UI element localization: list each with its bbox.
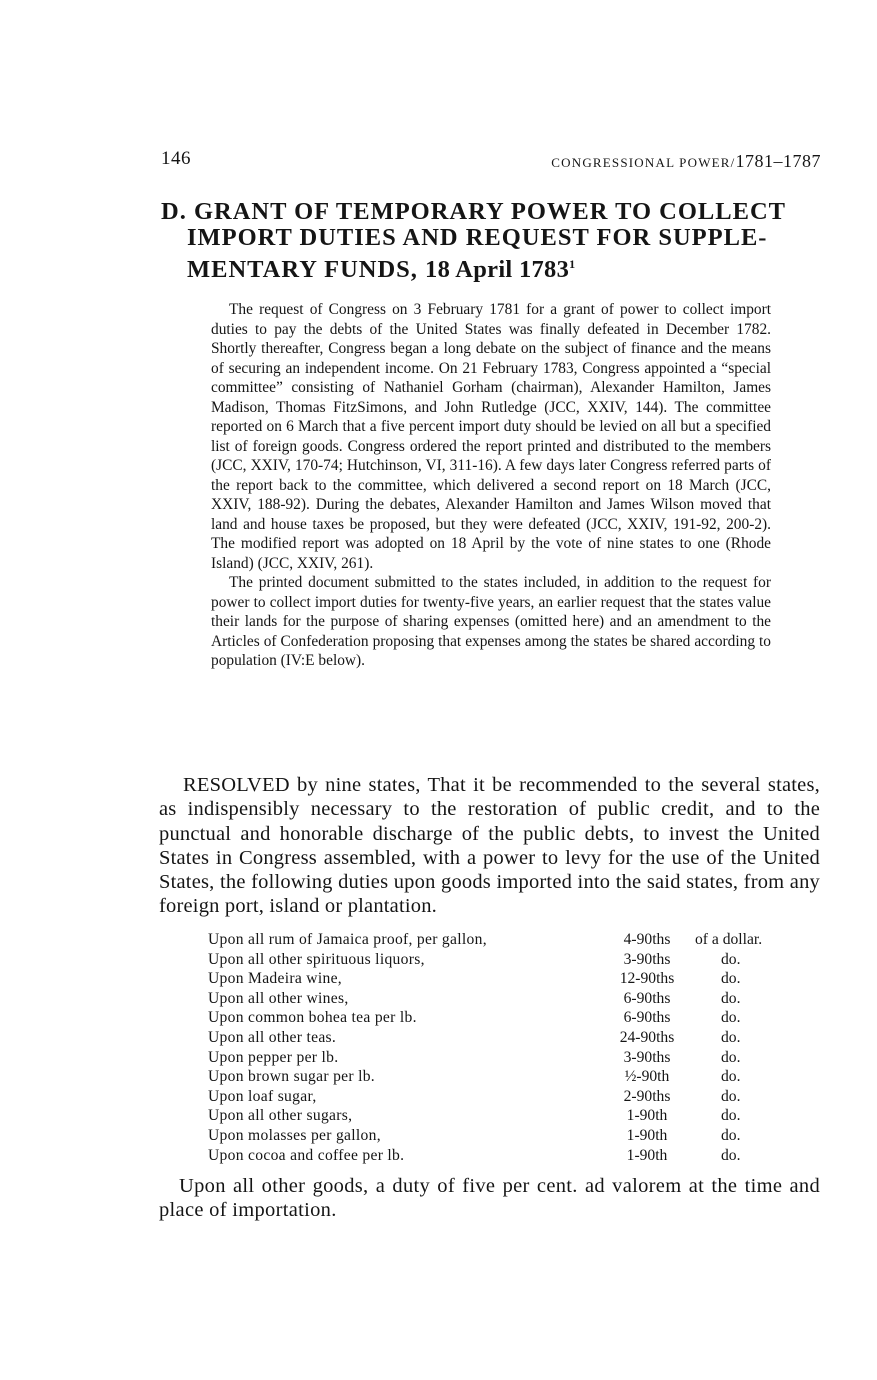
duty-item: Upon cocoa and coffee per lb. xyxy=(208,1146,405,1164)
duty-item: Upon all other teas. xyxy=(208,1028,337,1046)
duty-rate: 1-90th xyxy=(626,1107,668,1125)
duty-row xyxy=(208,930,788,950)
duty-unit: do. xyxy=(721,989,741,1007)
running-head xyxy=(551,151,821,172)
duties-table-body xyxy=(208,930,788,1165)
section-title-date: 18 April 1783 xyxy=(425,256,570,283)
duty-row xyxy=(208,1048,788,1068)
duty-item: Upon brown sugar per lb. xyxy=(208,1068,376,1086)
section-title-line-2: IMPORT DUTIES AND REQUEST FOR SUPPLE- xyxy=(187,224,768,251)
footnote-mark: 1 xyxy=(569,257,577,271)
duty-row xyxy=(208,989,788,1009)
intro-paragraph-2: The printed document submitted to the states included, in addition to the request for power to collect import duties for twenty-five years, an earlier request that the states value their lands for the purpose of sharing expenses (omitted here) and an amendment to the Articles of Confederation proposing that expenses among the states be shared according to population (IV:E below). xyxy=(211,574,771,669)
duty-rate: 1-90th xyxy=(626,1126,668,1144)
duty-row xyxy=(208,1028,788,1048)
duty-unit: do. xyxy=(721,950,741,968)
duty-rate: 3-90ths xyxy=(623,1048,671,1066)
duty-item: Upon pepper per lb. xyxy=(208,1048,339,1066)
duty-item: Upon Madeira wine, xyxy=(208,970,343,988)
section-title-line-3 xyxy=(161,251,826,283)
duty-row xyxy=(208,1067,788,1087)
duty-rate: 6-90ths xyxy=(623,1009,671,1027)
duty-item: Upon all other sugars, xyxy=(208,1107,353,1125)
duty-unit: do. xyxy=(721,1107,741,1125)
resolution-body: RESOLVED by nine states, That it be recommended to the several states, as indispensibly necessary to the restoration of public credit, and to the punctual and honorable discharge of the public debts, to invest the United States in Congress assembled, with a power to levy for the use of the United States, the following duties upon goods imported into the said states, from any foreign port, island or plantation. xyxy=(159,774,820,918)
duty-unit: do. xyxy=(721,1048,741,1066)
duty-rate: 4-90ths xyxy=(623,931,671,948)
running-head-text: CONGRESSIONAL POWER/ xyxy=(551,155,736,170)
duty-row xyxy=(208,1008,788,1028)
duties-table xyxy=(208,930,788,1165)
duty-row xyxy=(208,1146,788,1166)
duty-item: Upon loaf sugar, xyxy=(208,1087,317,1105)
duty-row xyxy=(208,950,788,970)
duty-unit: do. xyxy=(721,1068,741,1086)
resolution-text xyxy=(159,773,820,919)
closing-text xyxy=(159,1175,820,1222)
duty-unit: do. xyxy=(721,1028,741,1046)
duty-row xyxy=(208,1087,788,1107)
duty-unit: do. xyxy=(721,1146,741,1164)
duty-unit: of a dollar. xyxy=(695,931,763,948)
duty-item: Upon molasses per gallon, xyxy=(208,1126,381,1144)
section-title-line-1: D. GRANT OF TEMPORARY POWER TO COLLECT xyxy=(161,198,786,225)
intro-paragraph-1: The request of Congress on 3 February 1781 for a grant of power to collect import duties to pay the debts of the United States was finally defeated in December 1782. Shortly thereafter, Congress began a long debate on the subject of finance and the means of securing an independent income. On 21 February 1783, Congress appointed a “special committee” consisting of Nathaniel Gorham (chairman), Alexander Hamilton, James Madison, Thomas FitzSimons, and John Rutledge (JCC, XXIV, 144). The committee reported on 6 March that a five percent import duty should be levied on all but a specified list of foreign goods. Congress ordered the report printed and distributed to the members (JCC, XXIV, 170-74; Hutchinson, VI, 311-16). A few days later Congress referred parts of the report back to the committee, which delivered a second report on 18 March (JCC, XXIV, 188-92). During the debates, Alexander Hamilton and James Wilson moved that land and house taxes be proposed, but they were defeated (JCC, XXIV, 191-92, 200-2). The modified report was adopted on 18 April by the vote of nine states to one (Rhode Island) (JCC, XXIV, 261). xyxy=(211,301,771,572)
closing-body: Upon all other goods, a duty of five per cent. ad valorem at the time and place of importation. xyxy=(159,1175,820,1221)
duty-unit: do. xyxy=(721,970,741,988)
duty-row xyxy=(208,969,788,989)
duty-item: Upon common bohea tea per lb. xyxy=(208,1009,417,1027)
duty-rate: 12-90ths xyxy=(619,970,675,988)
duty-row xyxy=(208,1126,788,1146)
running-head-years: 1781–1787 xyxy=(735,151,821,171)
duty-unit: do. xyxy=(721,1126,741,1144)
duty-unit: do. xyxy=(721,1009,741,1027)
duty-rate: 6-90ths xyxy=(623,989,671,1007)
page-number: 146 xyxy=(161,148,191,169)
duty-rate: 3-90ths xyxy=(623,950,671,968)
editorial-introduction xyxy=(211,300,771,671)
duty-unit: do. xyxy=(721,1087,741,1105)
duty-item: Upon all other spirituous liquors, xyxy=(208,950,425,968)
duty-rate: 24-90ths xyxy=(619,1028,675,1046)
duty-row xyxy=(208,1106,788,1126)
duty-rate: 1-90th xyxy=(626,1146,668,1164)
section-title-line-3-text: MENTARY FUNDS, xyxy=(187,256,426,283)
duty-item: Upon all other wines, xyxy=(208,989,349,1007)
section-title xyxy=(161,199,826,283)
duty-rate: 2-90ths xyxy=(623,1087,671,1105)
duty-item: Upon all rum of Jamaica proof, per gallon, xyxy=(208,931,487,948)
duty-rate: ½-90th xyxy=(624,1068,670,1086)
